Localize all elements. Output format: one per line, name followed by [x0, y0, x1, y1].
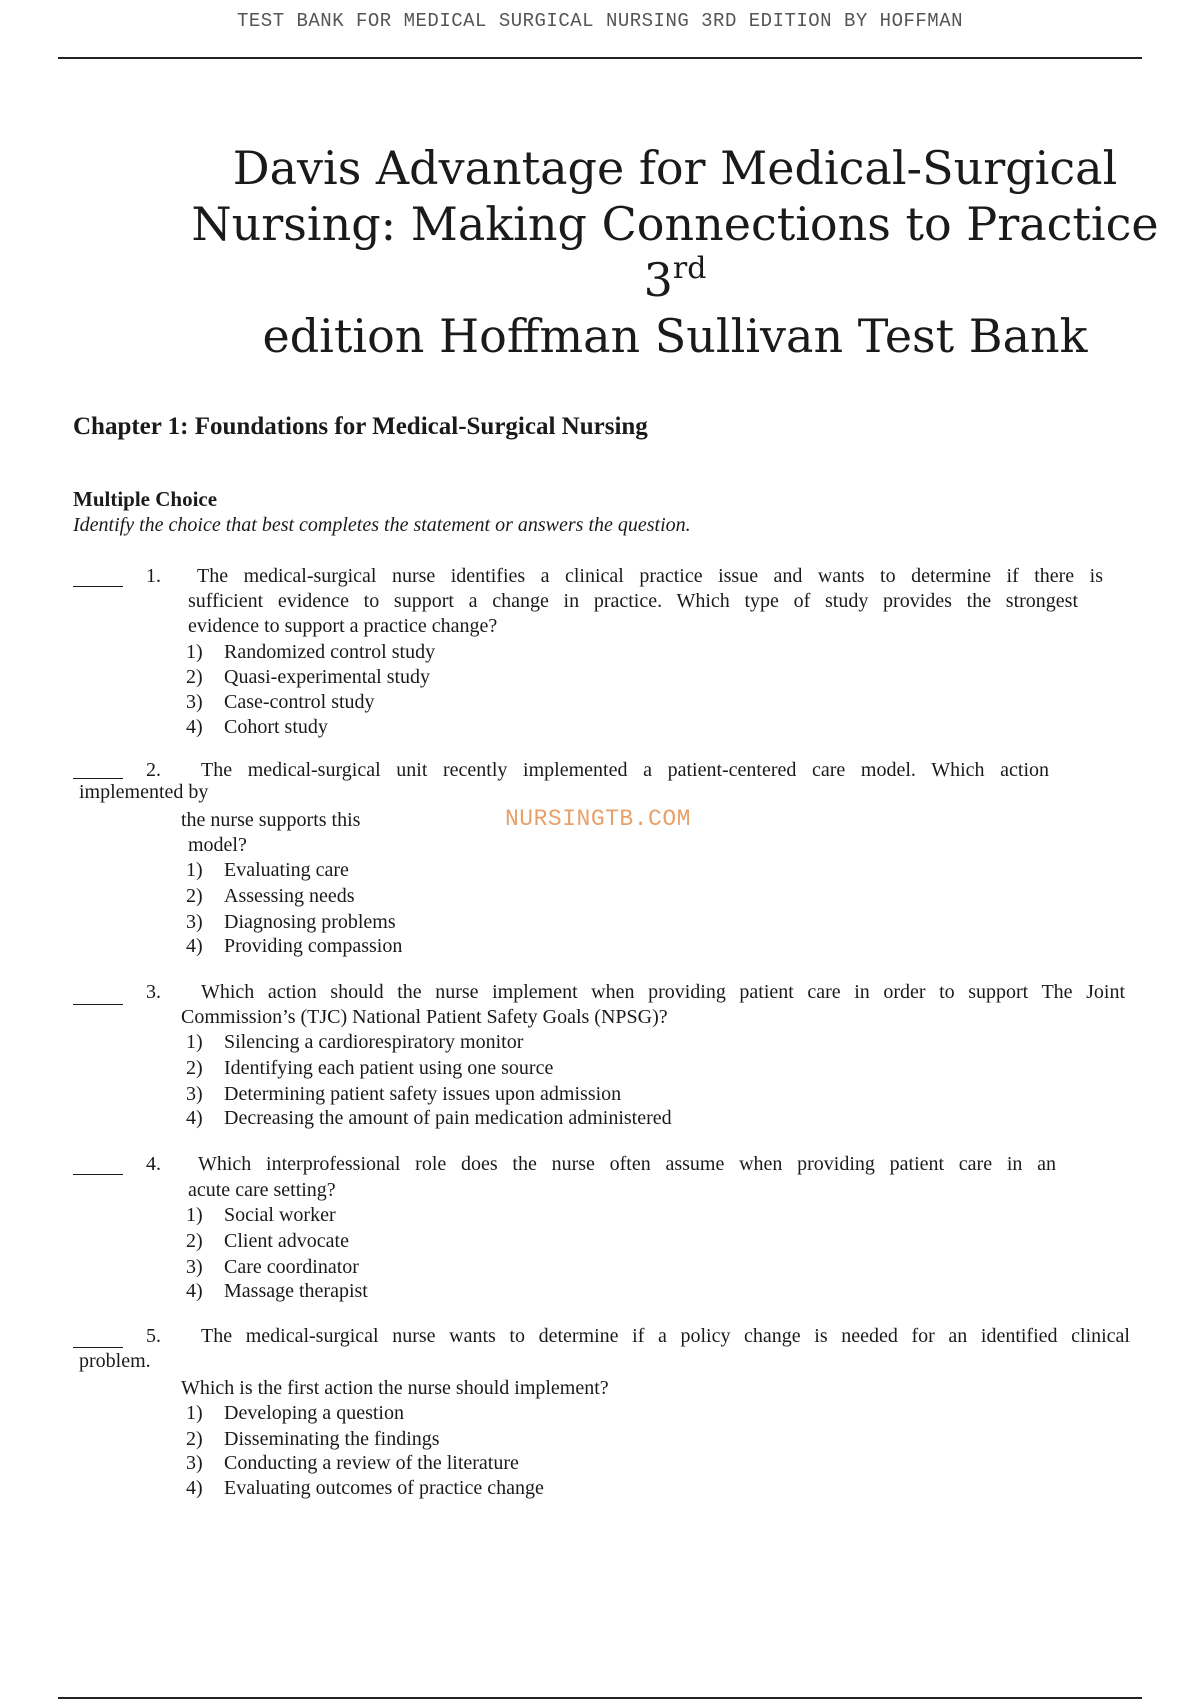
- question-text-line: Which is the first action the nurse should implement?: [181, 1377, 609, 1399]
- option-number: 1): [186, 1031, 203, 1053]
- option-number: 2): [186, 1230, 203, 1252]
- question-number: 4.: [146, 1153, 161, 1175]
- document-title: [180, 140, 1170, 364]
- watermark: NURSINGTB.COM: [505, 806, 691, 832]
- option-text: Diagnosing problems: [224, 911, 396, 933]
- option-text: Case-control study: [224, 691, 375, 713]
- option-text: Social worker: [224, 1204, 336, 1226]
- option-text: Evaluating care: [224, 859, 349, 881]
- option-text: Providing compassion: [224, 935, 403, 957]
- section-instructions: Identify the choice that best completes the statement or answers the question.: [73, 514, 691, 536]
- question-text-line: sufficient evidence to support a change in practice. Which type of study provides the strongest: [188, 590, 1078, 612]
- title-superscript: rd: [672, 251, 707, 286]
- title-line-2: [180, 196, 1170, 308]
- option-text: Client advocate: [224, 1230, 349, 1252]
- answer-blank: [73, 1174, 123, 1175]
- answer-blank: [73, 586, 123, 587]
- option-number: 3): [186, 1256, 203, 1278]
- option-text: Assessing needs: [224, 885, 355, 907]
- option-number: 2): [186, 666, 203, 688]
- option-text: Disseminating the findings: [224, 1428, 440, 1450]
- option-text: Determining patient safety issues upon admission: [224, 1083, 622, 1105]
- question-text-line: The medical-surgical nurse identifies a clinical practice issue and wants to determine if there is: [197, 565, 1103, 587]
- footer-rule: [58, 1697, 1142, 1699]
- running-header: TEST BANK FOR MEDICAL SURGICAL NURSING 3RD EDITION BY HOFFMAN: [236, 10, 963, 32]
- question-number: 2.: [146, 759, 161, 781]
- option-number: 1): [186, 1402, 203, 1424]
- question-text-line: The medical-surgical nurse wants to determine if a policy change is needed for an identified clinical: [201, 1325, 1130, 1347]
- option-text: Evaluating outcomes of practice change: [224, 1477, 544, 1499]
- question-number: 3.: [146, 981, 161, 1003]
- answer-blank: [73, 1004, 123, 1005]
- question-number: 5.: [146, 1325, 161, 1347]
- title-line-2-text: Nursing: Making Connections to Practice 3: [191, 197, 1159, 307]
- option-text: Decreasing the amount of pain medication administered: [224, 1107, 672, 1129]
- option-text: Quasi-experimental study: [224, 666, 431, 688]
- question-number: 1.: [146, 565, 161, 587]
- option-number: 2): [186, 885, 203, 907]
- header-rule: [58, 57, 1142, 59]
- question-text-line: Commission’s (TJC) National Patient Safety Goals (NPSG)?: [181, 1006, 668, 1028]
- option-text: Identifying each patient using one source: [224, 1057, 554, 1079]
- option-number: 4): [186, 1107, 203, 1129]
- section-heading: Multiple Choice: [73, 487, 218, 511]
- option-number: 3): [186, 1083, 203, 1105]
- option-number: 3): [186, 1452, 203, 1474]
- question-text-line: Which interprofessional role does the nurse often assume when providing patient care in an: [198, 1153, 1056, 1175]
- question-text-line: the nurse supports this: [181, 809, 361, 831]
- option-number: 1): [186, 641, 203, 663]
- chapter-heading: Chapter 1: Foundations for Medical-Surgical Nursing: [73, 413, 648, 440]
- option-number: 1): [186, 1204, 203, 1226]
- option-number: 3): [186, 911, 203, 933]
- option-number: 2): [186, 1057, 203, 1079]
- title-line-1: Davis Advantage for Medical-Surgical: [232, 141, 1118, 195]
- answer-blank: [73, 1347, 123, 1348]
- option-text: Randomized control study: [224, 641, 436, 663]
- option-number: 2): [186, 1428, 203, 1450]
- question-text-line: acute care setting?: [188, 1179, 336, 1201]
- option-text: Silencing a cardiorespiratory monitor: [224, 1031, 524, 1053]
- question-text-line: The medical-surgical unit recently implemented a patient-centered care model. Which action: [201, 759, 1049, 781]
- option-number: 4): [186, 1280, 203, 1302]
- option-number: 3): [186, 691, 203, 713]
- question-text-line: evidence to support a practice change?: [188, 615, 498, 637]
- option-text: Conducting a review of the literature: [224, 1452, 519, 1474]
- question-text-line: Which action should the nurse implement when providing patient care in order to support The Joint: [201, 981, 1125, 1003]
- option-text: Cohort study: [224, 716, 328, 738]
- question-text-line: implemented by: [79, 781, 209, 803]
- option-text: Massage therapist: [224, 1280, 368, 1302]
- option-text: Developing a question: [224, 1402, 404, 1424]
- option-number: 4): [186, 716, 203, 738]
- question-text-line: model?: [188, 834, 247, 856]
- option-text: Care coordinator: [224, 1256, 359, 1278]
- option-number: 4): [186, 935, 203, 957]
- answer-blank: [73, 778, 123, 779]
- option-number: 1): [186, 859, 203, 881]
- title-line-3: edition Hoffman Sullivan Test Bank: [262, 309, 1088, 363]
- question-text-line: problem.: [79, 1350, 151, 1372]
- option-number: 4): [186, 1477, 203, 1499]
